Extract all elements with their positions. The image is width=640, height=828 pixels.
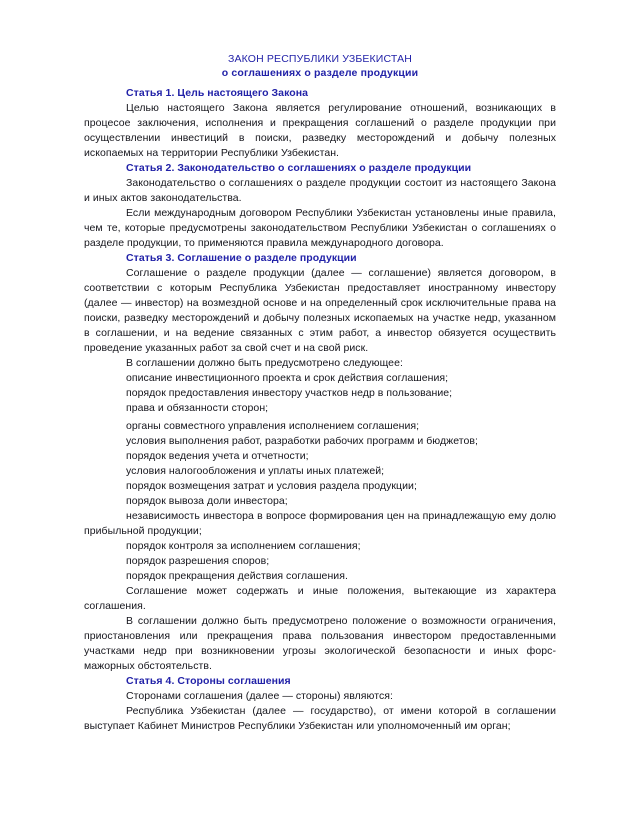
- article-heading-4: Статья 4. Стороны соглашения: [126, 675, 291, 687]
- article-4-paragraph-1: Сторонами соглашения (далее — стороны) являются:: [126, 690, 393, 702]
- article-3-closing-paragraph-1: Соглашение может содержать и иные положения, вытекающие из характера соглашения.: [84, 585, 556, 612]
- list-item: порядок вывоза доли инвестора;: [126, 495, 288, 507]
- list-item: условия налогообложения и уплаты иных платежей;: [126, 465, 385, 477]
- document-subtitle: о соглашениях о разделе продукции: [221, 67, 419, 79]
- article-4-paragraph-2: Республика Узбекистан (далее — государство), от имени которой в соглашении выступает Кабинет Министров Республики Узбекистан или уполномоченный им орган;: [84, 705, 556, 732]
- document-title: ЗАКОН РЕСПУБЛИКИ УЗБЕКИСТАН: [227, 53, 412, 65]
- list-item: права и обязанности сторон;: [126, 402, 269, 414]
- article-2-paragraph-2: Если международным договором Республики Узбекистан установлены иные правила, чем те, которые предусмотрены законодательством Республики Узбекистан о соглашениях о разделе продукции, то применяются правила международного договора.: [84, 207, 556, 249]
- list-item: органы совместного управления исполнением соглашения;: [126, 420, 420, 432]
- list-item: описание инвестиционного проекта и срок действия соглашения;: [126, 372, 449, 384]
- list-item: порядок возмещения затрат и условия раздела продукции;: [126, 480, 417, 492]
- list-item: порядок контроля за исполнением соглашения;: [126, 540, 361, 552]
- list-item: порядок предоставления инвестору участков недр в пользование;: [126, 387, 453, 399]
- article-3-paragraph-2: В соглашении должно быть предусмотрено следующее:: [126, 357, 403, 369]
- list-item: порядок прекращения действия соглашения.: [126, 570, 348, 582]
- article-2-paragraph-1: Законодательство о соглашениях о разделе продукции состоит из настоящего Закона и иных актов законодательства.: [84, 177, 556, 204]
- list-item: порядок ведения учета и отчетности;: [126, 450, 309, 462]
- article-heading-2: Статья 2. Законодательство о соглашениях о разделе продукции: [126, 162, 472, 174]
- article-heading-1: Статья 1. Цель настоящего Закона: [126, 87, 308, 99]
- article-1-paragraph-1: Целью настоящего Закона является регулирование отношений, возникающих в процесое заключения, исполнения и прекращения соглашений о разделе продукции при осуществлении инвестиций в поиски, разведку месторождений и добычу полезных ископаемых на территории Республики Узбекистан.: [84, 102, 556, 159]
- list-item: условия выполнения работ, разработки рабочих программ и бюджетов;: [126, 435, 478, 447]
- article-heading-3: Статья 3. Соглашение о разделе продукции: [126, 252, 357, 264]
- list-item: порядок разрешения споров;: [126, 555, 270, 567]
- article-3-closing-paragraph-2: В соглашении должно быть предусмотрено положение о возможности ограничения, приостановления или прекращения права пользования инвестором предоставленными участками недр при возникновении угрозы экологической безопасности и иных форс-мажорных обстоятельств.: [84, 615, 556, 672]
- article-3-paragraph-1: Соглашение о разделе продукции (далее — соглашение) является договором, в соответствии с которым Республика Узбекистан предоставляет иностранному инвестору (далее — инвестор) на возмездной основе и на определенный срок исключительные права на поиски, разведку месторождений и добычу полезных ископаемых на участке недр, указанном в соглашении, и на ведение связанных с этим работ, а инвестор обязуется осуществить проведение указанных работ за свой счет и на свой риск.: [84, 267, 556, 354]
- list-item: независимость инвестора в вопросе формирования цен на принадлежащую ему долю прибыльной продукции;: [84, 510, 556, 537]
